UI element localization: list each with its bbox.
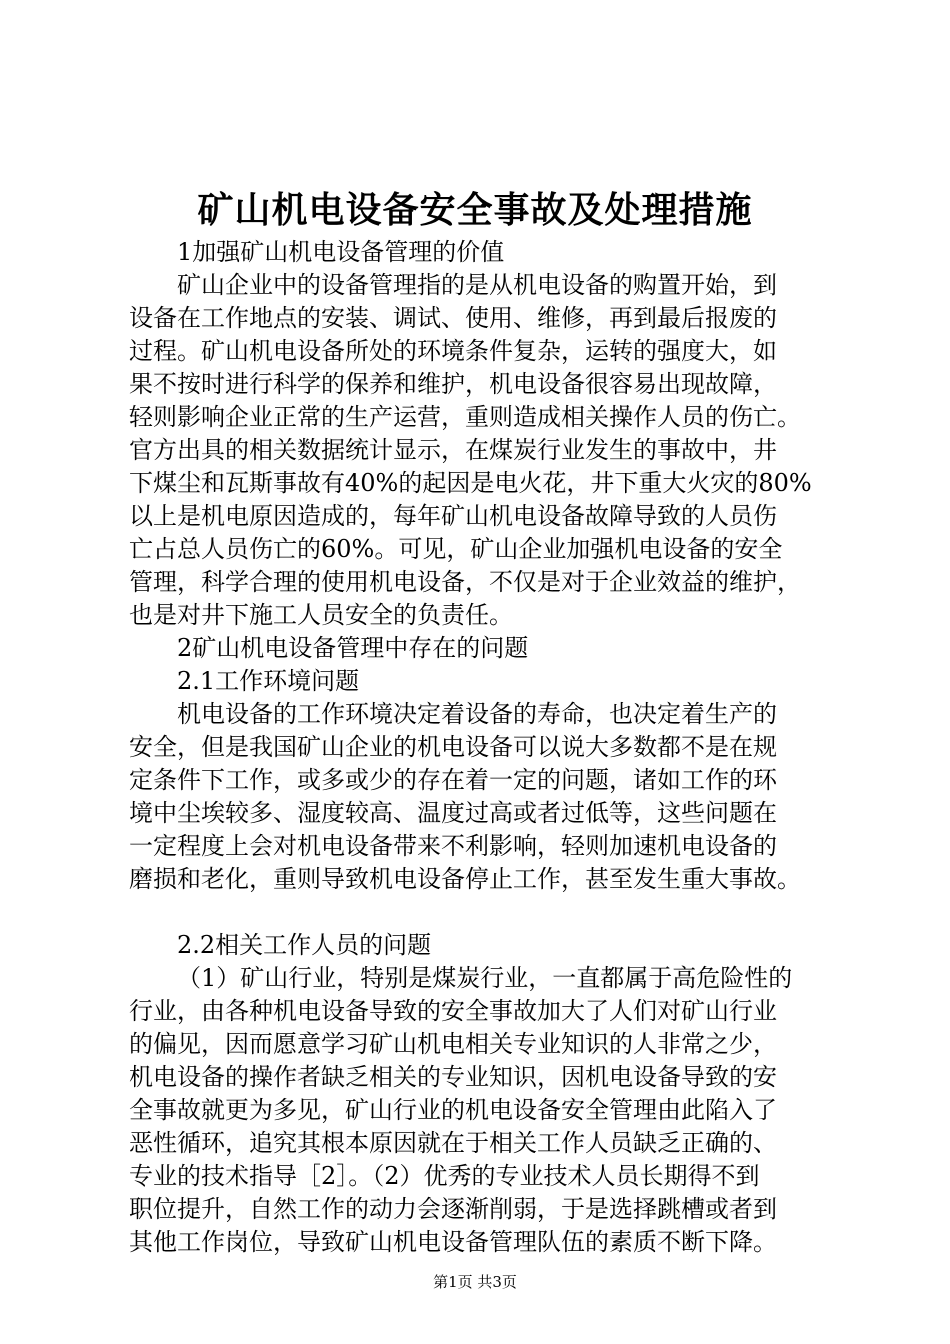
page-number-footer: 第1页 共3页 (433, 1273, 517, 1291)
paragraph-line: 设备在工作地点的安装、调试、使用、维修，再到最后报废的 (129, 304, 777, 332)
paragraph-line: 轻则影响企业正常的生产运营，重则造成相关操作人员的伤亡。 (129, 403, 801, 431)
paragraph-line: 定条件下工作，或多或少的存在着一定的问题，诸如工作的环 (129, 766, 777, 794)
paragraph-line: 以上是机电原因造成的，每年矿山机电设备故障导致的人员伤 (129, 502, 777, 530)
section-heading: 1加强矿山机电设备管理的价值 (177, 238, 505, 266)
paragraph-line: 职位提升，自然工作的动力会逐渐削弱，于是选择跳槽或者到 (129, 1195, 777, 1223)
paragraph-line: 过程。矿山机电设备所处的环境条件复杂，运转的强度大，如 (129, 337, 777, 365)
paragraph-line: 磨损和老化，重则导致机电设备停止工作，甚至发生重大事故。 (129, 865, 801, 893)
paragraph-line: 也是对井下施工人员安全的负责任。 (129, 601, 513, 629)
paragraph-line: 亡占总人员伤亡的60%。可见，矿山企业加强机电设备的安全 (129, 535, 783, 563)
paragraph-line: 的偏见，因而愿意学习矿山机电相关专业知识的人非常之少， (129, 1030, 777, 1058)
subsection-heading: 2.2相关工作人员的问题 (177, 931, 432, 959)
paragraph-line: 行业，由各种机电设备导致的安全事故加大了人们对矿山行业 (129, 997, 777, 1025)
paragraph-line: 下煤尘和瓦斯事故有40%的起因是电火花，井下重大火灾的80% (129, 469, 812, 497)
paragraph-line: 其他工作岗位，导致矿山机电设备管理队伍的素质不断下降。 (129, 1228, 777, 1256)
paragraph-line: 机电设备的工作环境决定着设备的寿命，也决定着生产的 (177, 700, 777, 728)
document-title: 矿山机电设备安全事故及处理措施 (197, 189, 753, 231)
paragraph-line: 境中尘埃较多、湿度较高、温度过高或者过低等，这些问题在 (129, 799, 777, 827)
paragraph-line: 专业的技术指导［2］。（2）优秀的专业技术人员长期得不到 (129, 1162, 760, 1190)
paragraph-line: 矿山企业中的设备管理指的是从机电设备的购置开始，到 (177, 271, 777, 299)
paragraph-line: 管理，科学合理的使用机电设备，不仅是对于企业效益的维护， (129, 568, 801, 596)
paragraph-line: 一定程度上会对机电设备带来不利影响，轻则加速机电设备的 (129, 832, 777, 860)
paragraph-line: 官方出具的相关数据统计显示，在煤炭行业发生的事故中，井 (129, 436, 777, 464)
section-heading: 2矿山机电设备管理中存在的问题 (177, 634, 529, 662)
subsection-heading: 2.1工作环境问题 (177, 667, 360, 695)
paragraph-line: 果不按时进行科学的保养和维护，机电设备很容易出现故障， (129, 370, 777, 398)
paragraph-line: 全事故就更为多见，矿山行业的机电设备安全管理由此陷入了 (129, 1096, 777, 1124)
paragraph-line: 恶性循环，追究其根本原因就在于相关工作人员缺乏正确的、 (129, 1129, 777, 1157)
paragraph-line: （1）矿山行业，特别是煤炭行业，一直都属于高危险性的 (177, 964, 793, 992)
paragraph-line: 机电设备的操作者缺乏相关的专业知识，因机电设备导致的安 (129, 1063, 777, 1091)
paragraph-line: 安全，但是我国矿山企业的机电设备可以说大多数都不是在规 (129, 733, 777, 761)
